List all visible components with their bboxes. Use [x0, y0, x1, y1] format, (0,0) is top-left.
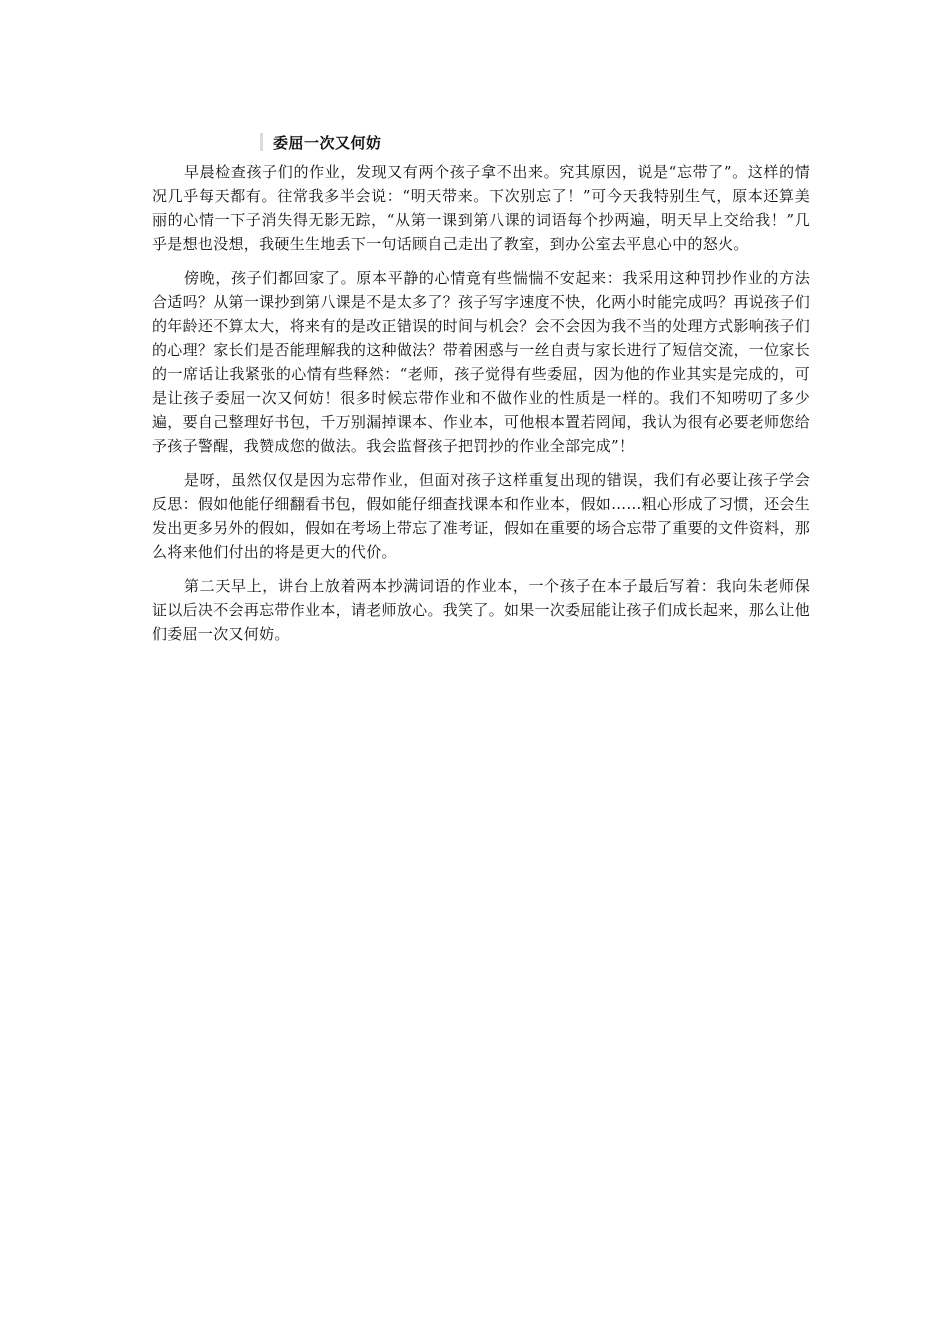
- paragraph-1: 早晨检查孩子们的作业，发现又有两个孩子拿不出来。究其原因，说是“忘带了”。这样的情况几乎每天都有。往常我多半会说：“明天带来。下次别忘了！”可今天我特别生气，原本还算美丽的心情一下子消失得无影无踪，“从第一课到第八课的词语每个抄两遍，明天早上交给我！”几乎是想也没想，我硬生生地丢下一句话顾自己走出了教室，到办公室去平息心中的怒火。: [152, 163, 810, 253]
- paragraph-3: 是呀，虽然仅仅是因为忘带作业，但面对孩子这样重复出现的错误，我们有必要让孩子学会反思：假如他能仔细翻看书包，假如能仔细查找课本和作业本，假如……粗心形成了习惯，还会生发出更多另外的假如，假如在考场上带忘了准考证，假如在重要的场合忘带了重要的文件资料，那么将来他们付出的将是更大的代价。: [152, 471, 810, 561]
- title-marker: [260, 133, 263, 151]
- title-block: [260, 130, 382, 154]
- article-body: [152, 160, 810, 656]
- page-title: 委屈一次又何妨: [273, 133, 382, 152]
- paragraph-2: 傍晚，孩子们都回家了。原本平静的心情竟有些惴惴不安起来：我采用这种罚抄作业的方法合适吗？从第一课抄到第八课是不是太多了？孩子写字速度不快，化两小时能完成吗？再说孩子们的年龄还不算太大，将来有的是改正错误的时间与机会？会不会因为我不当的处理方式影响孩子们的心理？家长们是否能理解我的这种做法？带着困惑与一丝自责与家长进行了短信交流，一位家长的一席话让我紧张的心情有些释然：“老师，孩子觉得有些委屈，因为他的作业其实是完成的，可是让孩子委屈一次又何妨！很多时候忘带作业和不做作业的性质是一样的。我们不知唠叨了多少遍，要自己整理好书包，千万别漏掉课本、作业本，可他根本置若罔闻，我认为很有必要老师您给予孩子警醒，我赞成您的做法。我会监督孩子把罚抄的作业全部完成”！: [152, 269, 810, 455]
- paragraph-4: 第二天早上，讲台上放着两本抄满词语的作业本，一个孩子在本子最后写着：我向朱老师保证以后决不会再忘带作业本，请老师放心。我笑了。如果一次委屈能让孩子们成长起来，那么让他们委屈一次又何妨。: [152, 577, 810, 643]
